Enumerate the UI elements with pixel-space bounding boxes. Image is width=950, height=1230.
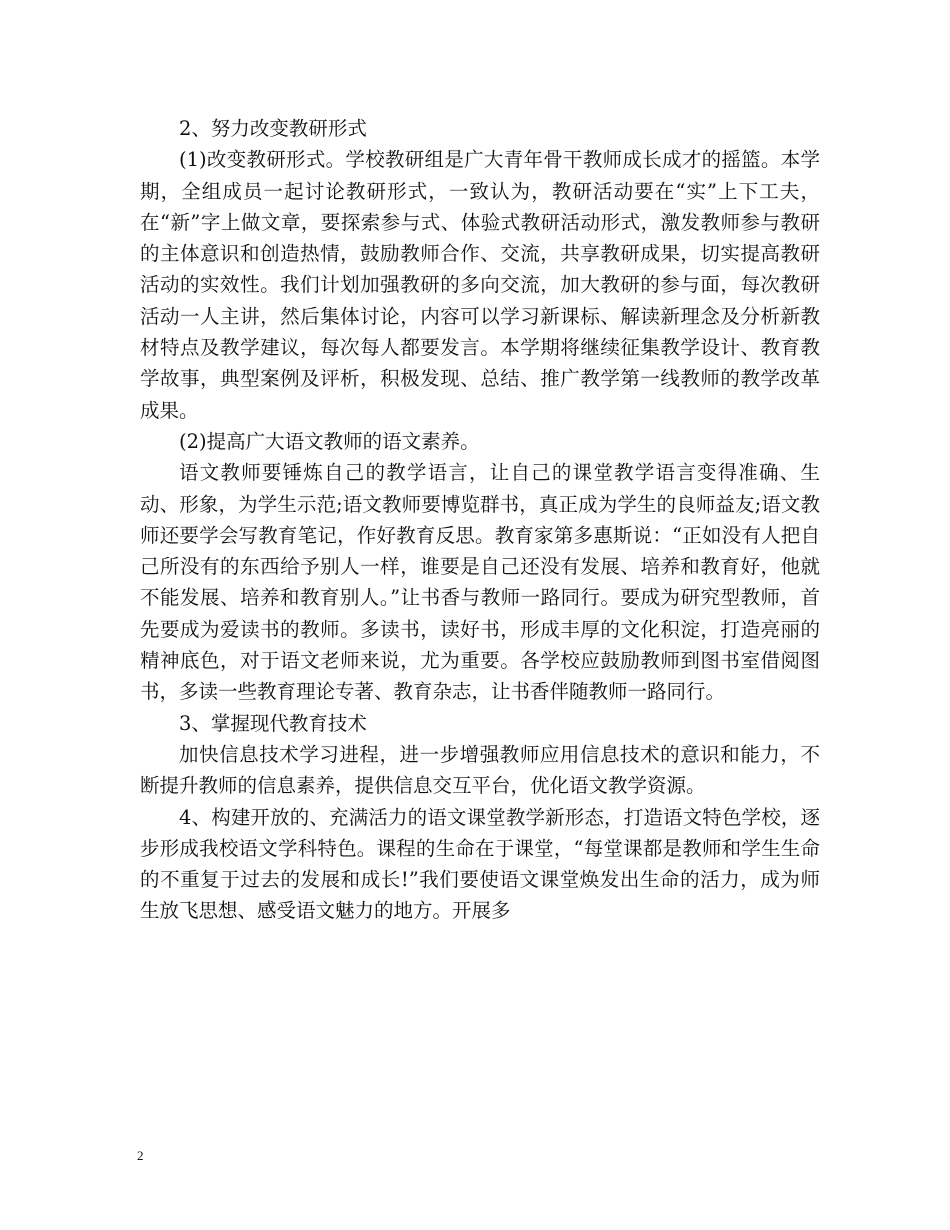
paragraph-change-research-form: (1)改变教研形式。学校教研组是广大青年骨干教师成长成才的摇篮。本学期，全组成员一起讨论教研形式，一致认为，教研活动要在“实”上下工夫，在“新”字上做文章，要探索参与式、体验式教研活动形式，激发教师参与教研的主体意识和创造热情，鼓励教师合作、交流，共享教研成果，切实提高教研活动的实效性。我们计划加强教研的多向交流，加大教研的参与面，每次教研活动一人主讲，然后集体讨论，内容可以学习新课标、解读新理念及分析新教材特点及教学建议，每次每人都要发言。本学期将继续征集教学设计、教育教学故事，典型案例及评析，积极发现、总结、推广教学第一线教师的教学改革成果。 xyxy=(140,148,820,422)
heading-section-3: 3、掌握现代教育技术 xyxy=(179,711,367,735)
paragraph-teacher-literacy: 语文教师要锤炼自己的教学语言，让自己的课堂教学语言变得准确、生动、形象，为学生示范;语文教师要博览群书，真正成为学生的良师益友;语文教师还要学会写教育笔记，作好教育反思。教育家第多惠斯说：“正如没有人把自己所没有的东西给予别人一样，谁要是自己还没有发展、培养和教育好，他就不能发展、培养和教育别人。”让书香与教师一路同行。要成为研究型教师，首先要成为爱读书的教师。多读书，读好书，形成丰厚的文化积淀，打造亮丽的精神底色，对于语文老师来说，尤为重要。各学校应鼓励教师到图书室借阅图书，多读一些教育理论专著、教育杂志，让书香伴随教师一路同行。 xyxy=(140,461,820,704)
paragraph-section-4: 4、构建开放的、充满活力的语文课堂教学新形态，打造语文特色学校，逐步形成我校语文学科特色。课程的生命在于课堂，“每堂课都是教师和学生生命的不重复于过去的发展和成长!”我们要使语文课堂焕发出生命的活力，成为师生放飞思想、感受语文魅力的地方。开展多 xyxy=(140,805,820,923)
document-body xyxy=(140,113,820,927)
paragraph-info-technology: 加快信息技术学习进程，进一步增强教师应用信息技术的意识和能力，不断提升教师的信息素养，提供信息交互平台，优化语文教学资源。 xyxy=(140,742,820,798)
subheading-improve-literacy: (2)提高广大语文教师的语文素养。 xyxy=(179,429,480,453)
page-number: 2 xyxy=(137,1148,144,1163)
heading-section-2: 2、努力改变教研形式 xyxy=(179,117,367,140)
